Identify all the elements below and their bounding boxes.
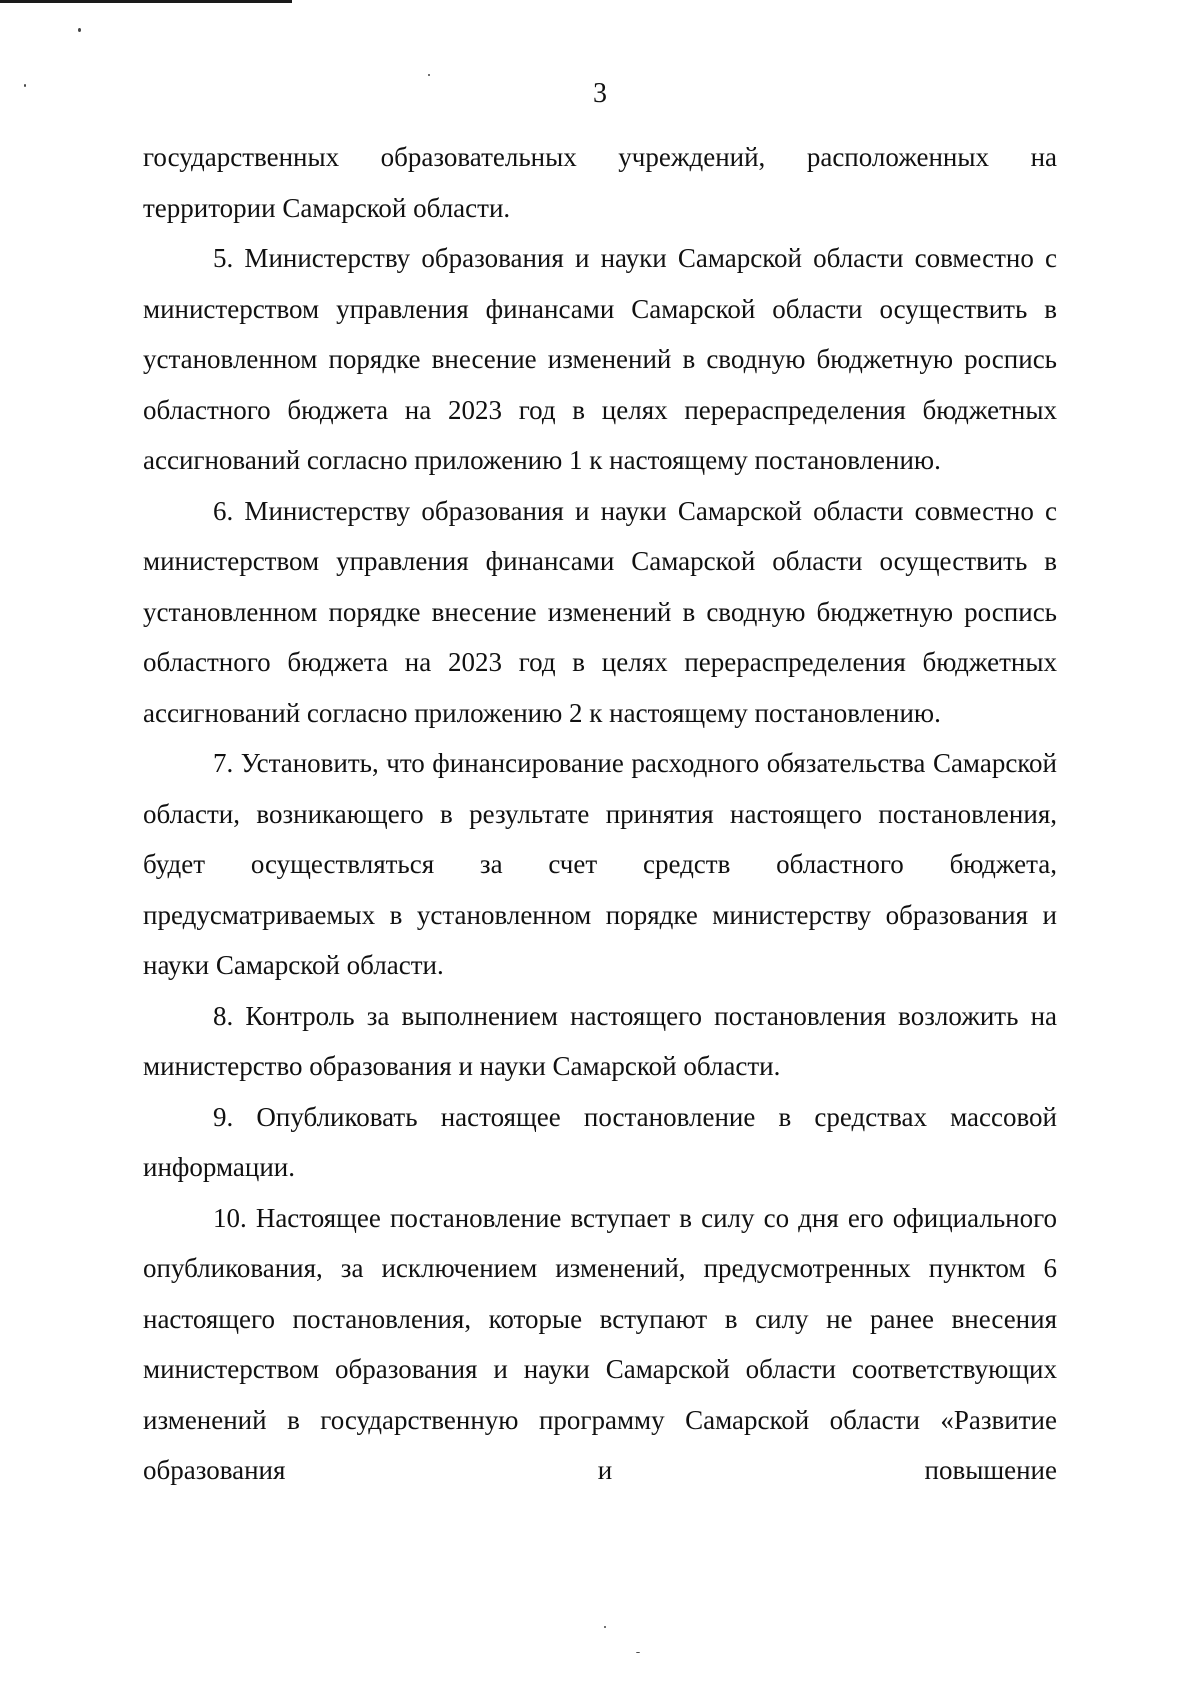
page-number: 3	[593, 78, 607, 109]
scan-speck	[24, 84, 26, 87]
paragraph-item-9: 9. Опубликовать настоящее постановление в средствах массовой информации.	[143, 1101, 1057, 1182]
scan-speck	[78, 28, 81, 32]
paragraph-item-6: 6. Министерству образования и науки Самарской области совместно с министерством управления финансами Самарской области осуществить в установленном порядке внесение изменений в сводную бюджетную роспись областного бюджета на 2023 год в целях перераспределения бюджетных ассигнований согласно приложению 2 к настоящему постановлению.	[143, 495, 1057, 728]
scan-edge-mark	[0, 0, 292, 3]
paragraph-item-5: 5. Министерству образования и науки Самарской области совместно с министерством управления финансами Самарской области осуществить в установленном порядке внесение изменений в сводную бюджетную роспись областного бюджета на 2023 год в целях перераспределения бюджетных ассигнований согласно приложению 1 к настоящему постановлению.	[143, 243, 1057, 475]
scan-speck	[428, 74, 430, 76]
paragraph-item-10: 10. Настоящее постановление вступает в силу со дня его официального опубликования, за исключением изменений, предусмотренных пунктом 6 настоящего постановления, которые вступают в силу не ранее внесения министерством образования и науки Самарской области соответствующих изменений в государственную программу Самарской области «Развитие образования и повышение	[143, 1202, 1057, 1485]
paragraph-continued: государственных образовательных учреждений, расположенных на территории Самарской области.	[143, 142, 1057, 223]
scan-speck	[604, 1626, 606, 1628]
paragraph-item-7: 7. Установить, что финансирование расходного обязательства Самарской области, возникающего в результате принятия настоящего постановления, будет осуществляться за счет средств областного бюджета, предусматриваемых в установленном порядке министерству образования и науки Самарской области.	[143, 748, 1057, 980]
scan-speck	[636, 1652, 640, 1653]
paragraph-item-8: 8. Контроль за выполнением настоящего постановления возложить на министерство образования и науки Самарской области.	[143, 1000, 1057, 1081]
document-body	[143, 132, 1057, 1496]
